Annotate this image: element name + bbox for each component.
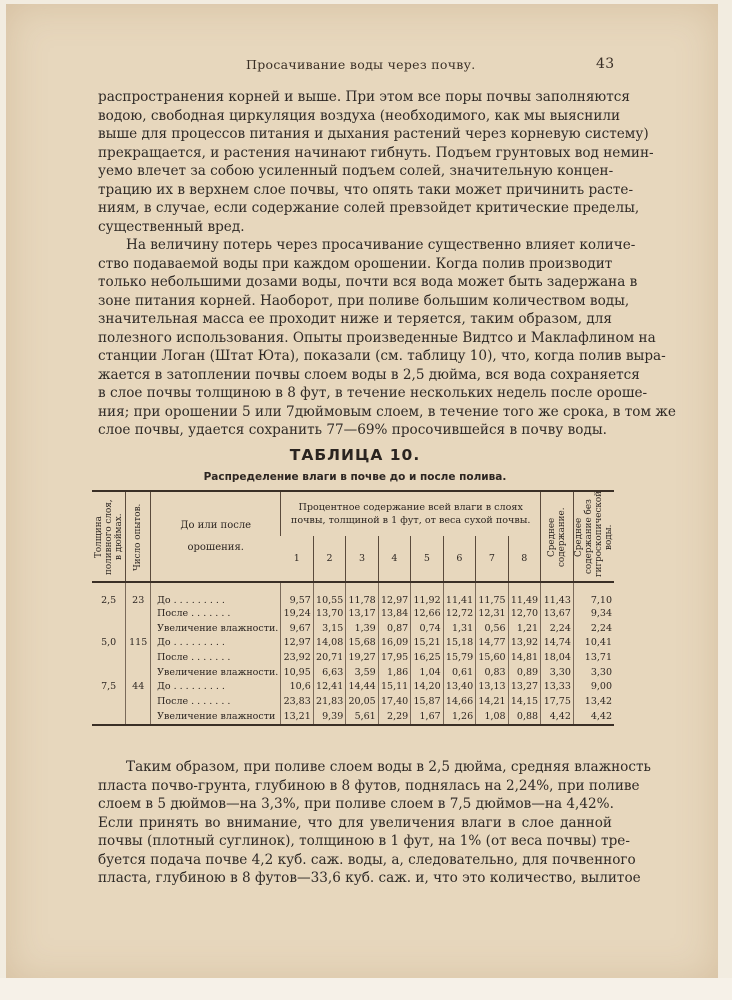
text-line: пласта, глубиною в 8 футов—33,6 куб. саж. и, что это количество, вылитое xyxy=(98,870,641,886)
table-cell: 7,10 xyxy=(573,582,614,606)
layer-header: 8 xyxy=(508,536,540,582)
text-line: в слое почвы толщиною в 8 фут, в течение нескольких недель после ороше- xyxy=(98,385,648,401)
table-cell: 10,6 xyxy=(281,679,313,694)
table-row xyxy=(92,606,614,621)
layer-header: 5 xyxy=(411,536,443,582)
table-title: ТАБЛИЦА 10. xyxy=(289,446,421,464)
text-line: водою, свободная циркуляция воздуха (необходимого, как мы выяснили xyxy=(98,107,621,124)
paragraph-conclusion xyxy=(98,758,651,888)
layer-header: 6 xyxy=(443,536,475,582)
table-cell: 11,92 xyxy=(411,582,443,606)
table-cell: 1,39 xyxy=(346,621,378,636)
table-cell: 9,39 xyxy=(313,709,345,725)
text-line: На величину потерь через просачивание существенно влияет количе- xyxy=(126,237,636,253)
table-cell: 3,30 xyxy=(541,665,574,680)
table-cell: 14,08 xyxy=(313,635,345,650)
table-cell: 115 xyxy=(126,635,151,650)
table-cell: 13,21 xyxy=(281,709,313,725)
table-cell xyxy=(126,621,151,636)
table-cell: 13,71 xyxy=(573,650,614,665)
text-line: пласта почво-грунта, глубиною в 8 футов, поднялась на 2,24%, при поливе xyxy=(98,777,640,794)
header-before-after: До или после орошения. xyxy=(151,491,281,582)
text-line: ство подаваемой воды при каждом орошении. Когда полив производит xyxy=(98,255,613,272)
table-cell: 13,40 xyxy=(443,679,475,694)
text-line: зоне питания корней. Наоборот, при поливе большим количеством воды, xyxy=(98,292,630,309)
table-cell: До . . . . . . . . . xyxy=(151,679,281,694)
table-cell: 19,27 xyxy=(346,650,378,665)
table-cell: 1,86 xyxy=(378,665,410,680)
text-line: буется подача почве 4,2 куб. саж. воды, а, следовательно, для почвенного xyxy=(98,851,636,868)
text-line: распространения корней и выше. При этом все поры почвы заполняются xyxy=(98,89,630,105)
table-cell: 3,15 xyxy=(313,621,345,636)
page-number: 43 xyxy=(596,56,615,72)
table-cell: 11,75 xyxy=(476,582,508,606)
text-line: трацию их в верхнем слое почвы, что опять таки может причинить расте- xyxy=(98,181,634,198)
table-cell: 11,49 xyxy=(508,582,540,606)
table-cell: 0,88 xyxy=(508,709,540,725)
table-cell: 0,87 xyxy=(378,621,410,636)
table-cell: 15,11 xyxy=(378,679,410,694)
table-cell: 10,41 xyxy=(573,635,614,650)
table-cell: 2,24 xyxy=(541,621,574,636)
table-cell: 5,61 xyxy=(346,709,378,725)
table-cell: 17,75 xyxy=(541,694,574,709)
table-cell: 17,95 xyxy=(378,650,410,665)
text-line: Если принять во внимание, что для увеличения влаги в слое данной xyxy=(98,814,612,831)
table-row xyxy=(92,621,614,636)
paragraph-roots xyxy=(98,88,654,236)
table-row xyxy=(92,709,614,725)
text-line: жается в затоплении почвы слоем воды в 2,5 дюйма, вся вода сохраняется xyxy=(98,366,640,383)
table-cell: 10,95 xyxy=(281,665,313,680)
table-cell: 2,24 xyxy=(573,621,614,636)
table-cell: 13,13 xyxy=(476,679,508,694)
text-line: прекращается, и растения начинают гибнуть. Подъем грунтовых вод немин- xyxy=(98,144,654,161)
table-cell: 3,30 xyxy=(573,665,614,680)
text-line: значительная масса ее проходит ниже и теряется, таким образом, для xyxy=(98,311,612,327)
table-cell: 3,59 xyxy=(346,665,378,680)
table-cell: 13,84 xyxy=(378,606,410,621)
table-cell: 9,57 xyxy=(281,582,313,606)
table-cell: 17,40 xyxy=(378,694,410,709)
table-cell: 11,41 xyxy=(443,582,475,606)
table-cell: 13,92 xyxy=(508,635,540,650)
page-edge xyxy=(0,978,732,1000)
table-cell: 0,61 xyxy=(443,665,475,680)
table-row xyxy=(92,694,614,709)
table-cell: 14,15 xyxy=(508,694,540,709)
table-cell: До . . . . . . . . . xyxy=(151,582,281,606)
table-cell: 13,67 xyxy=(541,606,574,621)
table-cell: 18,04 xyxy=(541,650,574,665)
table-cell: После . . . . . . . xyxy=(151,694,281,709)
table-cell: 1,26 xyxy=(443,709,475,725)
table-cell: 1,21 xyxy=(508,621,540,636)
table-cell: 13,70 xyxy=(313,606,345,621)
text-line: существенный вред. xyxy=(98,218,245,235)
table-row xyxy=(92,635,614,650)
text-line: ния; при орошении 5 или 7дюймовым слоем, в течение того же срока, в том же xyxy=(98,403,676,420)
layer-header: 2 xyxy=(313,536,345,582)
header-title: Просачивание воды через почву. xyxy=(246,57,476,72)
table-cell: 15,60 xyxy=(476,650,508,665)
table-cell: 20,05 xyxy=(346,694,378,709)
table-cell: 14,81 xyxy=(508,650,540,665)
table-cell: 1,08 xyxy=(476,709,508,725)
table-cell: 14,66 xyxy=(443,694,475,709)
table-cell: 15,68 xyxy=(346,635,378,650)
table-cell: 11,43 xyxy=(541,582,574,606)
table-cell: 21,83 xyxy=(313,694,345,709)
table-cell: 0,89 xyxy=(508,665,540,680)
table-cell xyxy=(126,606,151,621)
table-cell xyxy=(92,606,126,621)
table-cell: 1,31 xyxy=(443,621,475,636)
table-cell: 19,24 xyxy=(281,606,313,621)
table-cell: 15,21 xyxy=(411,635,443,650)
table-row xyxy=(92,665,614,680)
table-cell: 14,21 xyxy=(476,694,508,709)
text-line: Таким образом, при поливе слоем воды в 2,5 дюйма, средняя влажность xyxy=(126,759,651,775)
table-cell: 20,71 xyxy=(313,650,345,665)
table-cell: 44 xyxy=(126,679,151,694)
table-cell: 14,77 xyxy=(476,635,508,650)
table-cell: 12,66 xyxy=(411,606,443,621)
table-cell: Увеличение влажности. xyxy=(151,621,281,636)
table-cell: После . . . . . . . xyxy=(151,650,281,665)
table-cell: 14,44 xyxy=(346,679,378,694)
table-cell: 12,31 xyxy=(476,606,508,621)
table-cell: 16,25 xyxy=(411,650,443,665)
text-line: станции Логан (Штат Юта), показали (см. таблицу 10), что, когда полив выра- xyxy=(98,348,666,364)
header-thickness: Толщина поливного слоя, в дюймах. xyxy=(92,491,126,582)
table-cell: 11,78 xyxy=(346,582,378,606)
table-cell xyxy=(92,650,126,665)
text-line: слоем в 5 дюймов—на 3,3%, при поливе слоем в 7,5 дюймов—на 4,42%. xyxy=(98,796,614,812)
table-cell: 1,04 xyxy=(411,665,443,680)
table-cell: 12,97 xyxy=(378,582,410,606)
table-cell xyxy=(92,665,126,680)
table-cell: 15,79 xyxy=(443,650,475,665)
table-cell: 2,29 xyxy=(378,709,410,725)
table-cell: 5,0 xyxy=(101,637,117,649)
table-subtitle: Распределение влаги в почве до и после полива. xyxy=(203,471,507,483)
table-cell: 9,34 xyxy=(573,606,614,621)
table-cell: 12,97 xyxy=(281,635,313,650)
table-cell: 23,92 xyxy=(281,650,313,665)
paragraph-losses xyxy=(98,236,676,440)
table-cell: 14,20 xyxy=(411,679,443,694)
table-cell: 13,33 xyxy=(541,679,574,694)
table-cell xyxy=(126,665,151,680)
text-line: только небольшими дозами воды, почти вся вода может быть задержана в xyxy=(98,274,638,290)
table-row xyxy=(92,679,614,694)
layer-header: 1 xyxy=(293,553,300,564)
table-cell: 6,63 xyxy=(313,665,345,680)
table-cell: 1,67 xyxy=(411,709,443,725)
table-cell: Увеличение влажности. xyxy=(151,665,281,680)
header-percent-group: Процентное содержание всей влаги в слоях почвы, толщиной в 1 фут, от веса сухой почвы. xyxy=(281,491,541,536)
table-cell: 13,42 xyxy=(573,694,614,709)
table-row xyxy=(92,650,614,665)
table-cell: 13,17 xyxy=(346,606,378,621)
table-cell: 2,5 xyxy=(101,595,117,606)
table-cell: До . . . . . . . . . xyxy=(151,635,281,650)
layer-header: 7 xyxy=(476,536,508,582)
table-cell: 23 xyxy=(126,582,151,606)
table-row xyxy=(92,582,614,606)
table-cell: 9,67 xyxy=(281,621,313,636)
table-cell: 16,09 xyxy=(378,635,410,650)
table-cell: После . . . . . . . xyxy=(151,606,281,621)
text-line: выше для процессов питания и дыхания растений через корневую систему) xyxy=(98,126,649,142)
table-cell: 4,42 xyxy=(541,709,574,725)
table-cell xyxy=(126,650,151,665)
table-cell: 0,56 xyxy=(476,621,508,636)
table-cell xyxy=(92,694,126,709)
table-cell: 23,83 xyxy=(281,694,313,709)
text-line: ниям, в случае, если содержание солей превзойдет критические пределы, xyxy=(98,200,640,216)
table-cell: 7,5 xyxy=(101,681,117,693)
table-cell: 12,41 xyxy=(313,679,345,694)
table-cell: 4,42 xyxy=(573,709,614,725)
table-cell: 0,83 xyxy=(476,665,508,680)
text-line: слое почвы, удается сохранить 77—69% просочившейся в почву воды. xyxy=(98,422,607,438)
table-cell: Увеличение влажности xyxy=(151,709,281,725)
header-average: Среднее содержание. xyxy=(541,491,574,582)
table-cell xyxy=(92,709,126,725)
table-cell: 15,87 xyxy=(411,694,443,709)
table-cell xyxy=(126,709,151,725)
table-cell xyxy=(126,694,151,709)
table-cell: 10,55 xyxy=(313,582,345,606)
layer-header: 4 xyxy=(378,536,410,582)
table-cell xyxy=(92,621,126,636)
text-line: почвы (плотный суглинок), толщиною в 1 фут, на 1% (от веса почвы) тре- xyxy=(98,833,630,849)
table-cell: 14,74 xyxy=(541,635,574,650)
table-cell: 12,70 xyxy=(508,606,540,621)
header-num-experiments: Число опытов. xyxy=(126,491,151,582)
table-cell: 15,18 xyxy=(443,635,475,650)
layer-header: 3 xyxy=(346,536,378,582)
table-cell: 13,27 xyxy=(508,679,540,694)
header-average-no-hygro: Среднее содержание без гигроскопической воды. xyxy=(573,491,614,582)
moisture-table xyxy=(92,490,614,726)
text-line: полезного использования. Опыты произведенные Видтсо и Маклафлином на xyxy=(98,329,656,346)
table-cell: 12,72 xyxy=(443,606,475,621)
table-cell: 0,74 xyxy=(411,621,443,636)
table-cell: 9,00 xyxy=(573,679,614,694)
text-line: уемо влечет за собою усиленный подъем солей, значительную концен- xyxy=(98,163,614,179)
